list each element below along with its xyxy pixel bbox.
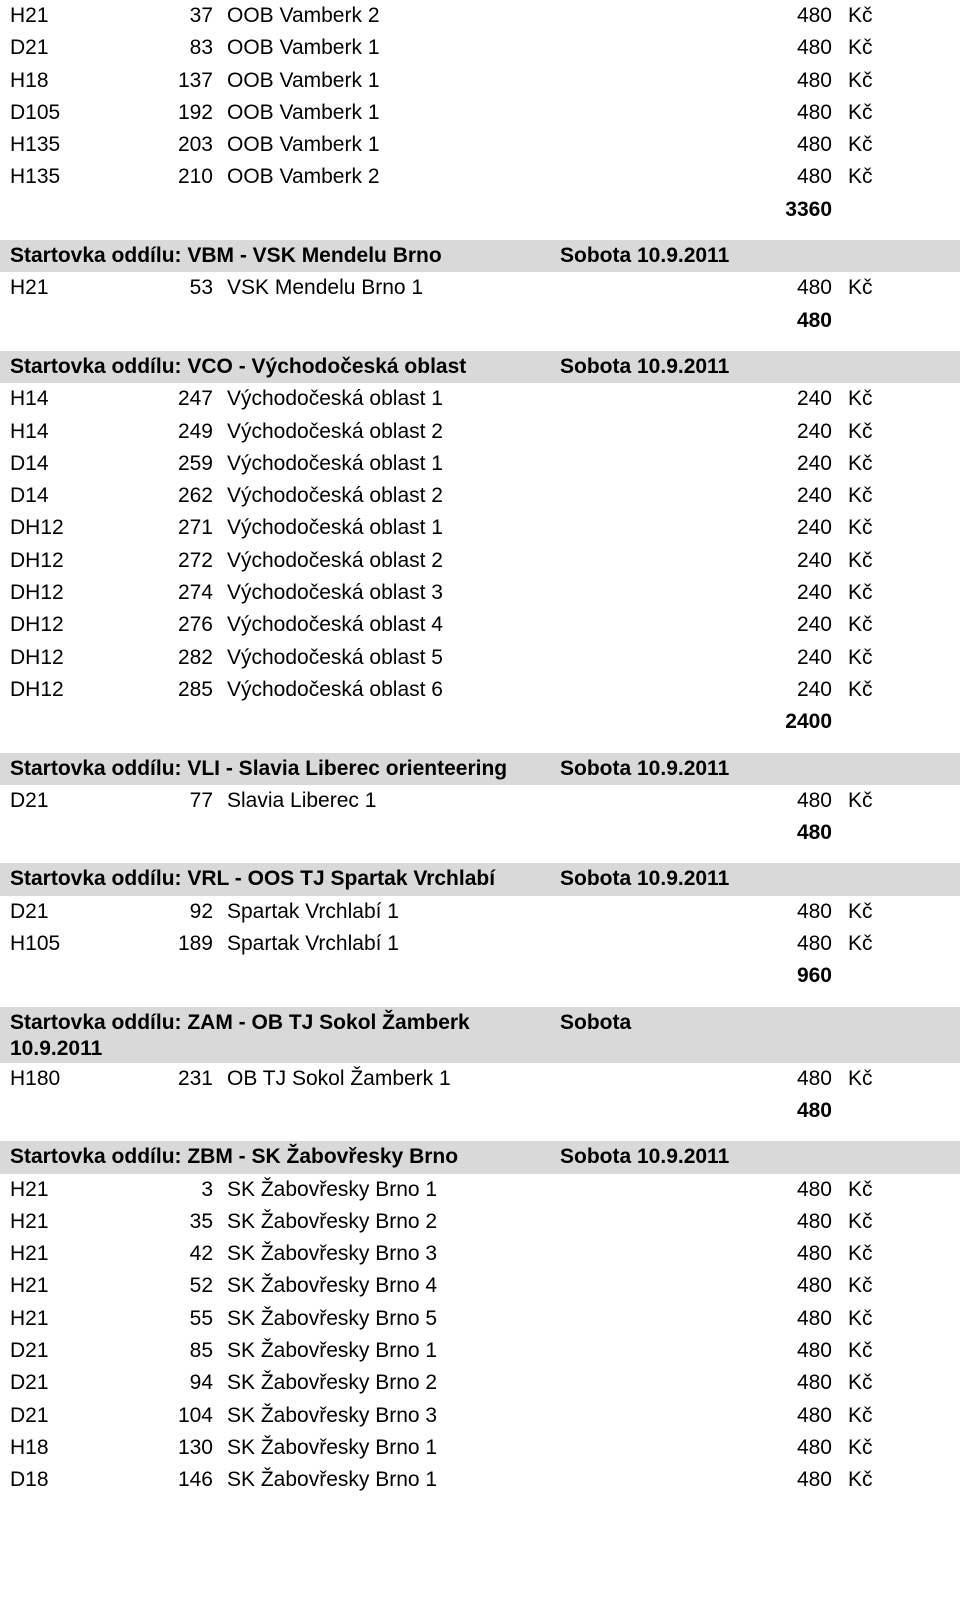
- currency-cell: Kč: [848, 451, 873, 475]
- section-date: Sobota 10.9.2011: [560, 244, 730, 268]
- category-cell: H135: [10, 165, 61, 189]
- section-header: [0, 1141, 960, 1173]
- team-cell: VSK Mendelu Brno 1: [227, 276, 424, 300]
- currency-cell: Kč: [848, 677, 873, 701]
- currency-cell: Kč: [848, 1371, 873, 1395]
- section-vbm: [0, 240, 960, 351]
- table-row: [0, 896, 960, 928]
- table-row: [0, 545, 960, 577]
- price-cell: 480: [796, 1242, 832, 1266]
- category-cell: H14: [10, 387, 49, 411]
- category-cell: D21: [10, 36, 49, 60]
- category-cell: D14: [10, 484, 49, 508]
- price-cell: 480: [796, 1274, 832, 1298]
- price-cell: 240: [796, 613, 832, 637]
- table-row: [0, 1432, 960, 1464]
- category-cell: DH12: [10, 677, 64, 701]
- price-cell: 240: [796, 484, 832, 508]
- team-cell: SK Žabovřesky Brno 2: [227, 1371, 438, 1395]
- price-cell: 240: [796, 548, 832, 572]
- start-number-cell: 231: [177, 1066, 213, 1090]
- price-cell: 480: [796, 100, 832, 124]
- category-cell: H21: [10, 1274, 49, 1298]
- team-cell: Východočeská oblast 2: [227, 419, 443, 443]
- start-number-cell: 276: [177, 613, 213, 637]
- team-cell: Východočeská oblast 1: [227, 451, 443, 475]
- table-row: [0, 1303, 960, 1335]
- table-row: [0, 1174, 960, 1206]
- section-total-row: [0, 706, 960, 738]
- start-number-cell: 35: [189, 1209, 213, 1233]
- section-date-line2: 10.9.2011: [10, 1036, 103, 1060]
- section-vco: [0, 351, 960, 753]
- price-cell: 240: [796, 581, 832, 605]
- section-total: 480: [796, 308, 832, 332]
- start-number-cell: 189: [177, 932, 213, 956]
- table-row: [0, 480, 960, 512]
- category-cell: D14: [10, 451, 49, 475]
- price-cell: 480: [796, 932, 832, 956]
- table-row: [0, 129, 960, 161]
- team-cell: OOB Vamberk 1: [227, 133, 380, 157]
- category-cell: H105: [10, 932, 61, 956]
- start-number-cell: 83: [189, 36, 213, 60]
- section-title: Startovka oddílu: ZAM - OB TJ Sokol Žamberk: [10, 1010, 470, 1034]
- table-row: [0, 609, 960, 641]
- section-header: [0, 240, 960, 272]
- currency-cell: Kč: [848, 516, 873, 540]
- team-cell: SK Žabovřesky Brno 1: [227, 1338, 438, 1362]
- category-cell: H18: [10, 1435, 49, 1459]
- table-row: [0, 577, 960, 609]
- table-row: [0, 1367, 960, 1399]
- price-cell: 480: [796, 133, 832, 157]
- start-number-cell: 104: [177, 1403, 213, 1427]
- section-zbm: [0, 1141, 960, 1496]
- table-row: [0, 416, 960, 448]
- price-cell: 480: [796, 1209, 832, 1233]
- price-cell: 480: [796, 68, 832, 92]
- section-total-row: [0, 305, 960, 337]
- category-cell: H135: [10, 133, 61, 157]
- start-number-cell: 3: [201, 1177, 213, 1201]
- currency-cell: Kč: [848, 100, 873, 124]
- start-number-cell: 262: [177, 484, 213, 508]
- price-cell: 480: [796, 276, 832, 300]
- team-cell: OOB Vamberk 2: [227, 4, 380, 27]
- start-number-cell: 37: [189, 4, 213, 27]
- section-total: 960: [796, 964, 832, 988]
- table-row: [0, 512, 960, 544]
- currency-cell: Kč: [848, 36, 873, 60]
- team-cell: OOB Vamberk 2: [227, 165, 380, 189]
- currency-cell: Kč: [848, 68, 873, 92]
- team-cell: SK Žabovřesky Brno 4: [227, 1274, 438, 1298]
- category-cell: D105: [10, 100, 61, 124]
- start-number-cell: 42: [189, 1242, 213, 1266]
- team-cell: Spartak Vrchlabí 1: [227, 899, 399, 923]
- table-row: [0, 785, 960, 817]
- category-cell: H18: [10, 68, 49, 92]
- currency-cell: Kč: [848, 1177, 873, 1201]
- start-number-cell: 52: [189, 1274, 213, 1298]
- category-cell: H21: [10, 1209, 49, 1233]
- category-cell: DH12: [10, 548, 64, 572]
- section-vrl: [0, 863, 960, 1006]
- category-cell: D21: [10, 1403, 49, 1427]
- table-row: [0, 65, 960, 97]
- start-number-cell: 92: [189, 899, 213, 923]
- price-cell: 240: [796, 387, 832, 411]
- start-number-cell: 272: [177, 548, 213, 572]
- team-cell: Východočeská oblast 6: [227, 677, 443, 701]
- currency-cell: Kč: [848, 581, 873, 605]
- team-cell: SK Žabovřesky Brno 1: [227, 1435, 438, 1459]
- section-title: Startovka oddílu: VRL - OOS TJ Spartak Vrchlabí: [10, 867, 496, 891]
- price-cell: 240: [796, 451, 832, 475]
- start-number-cell: 130: [177, 1435, 213, 1459]
- price-cell: 480: [796, 1177, 832, 1201]
- section-date: Sobota 10.9.2011: [560, 354, 730, 378]
- start-number-cell: 85: [189, 1338, 213, 1362]
- table-row: [0, 1335, 960, 1367]
- category-cell: D21: [10, 1338, 49, 1362]
- start-number-cell: 282: [177, 645, 213, 669]
- section-total-row: [0, 1095, 960, 1127]
- table-row: [0, 928, 960, 960]
- price-cell: 240: [796, 645, 832, 669]
- price-cell: 480: [796, 1468, 832, 1492]
- start-number-cell: 77: [189, 788, 213, 812]
- start-number-cell: 55: [189, 1306, 213, 1330]
- currency-cell: Kč: [848, 645, 873, 669]
- section-header: [0, 1007, 960, 1063]
- start-number-cell: 247: [177, 387, 213, 411]
- currency-cell: Kč: [848, 548, 873, 572]
- currency-cell: Kč: [848, 1242, 873, 1266]
- section-total-row: [0, 960, 960, 992]
- section-date: Sobota: [560, 1010, 632, 1034]
- team-cell: Východočeská oblast 1: [227, 387, 443, 411]
- currency-cell: Kč: [848, 1274, 873, 1298]
- team-cell: Východočeská oblast 1: [227, 516, 443, 540]
- price-cell: 240: [796, 516, 832, 540]
- table-row: [0, 383, 960, 415]
- currency-cell: Kč: [848, 133, 873, 157]
- currency-cell: Kč: [848, 1338, 873, 1362]
- section-header: [0, 351, 960, 383]
- start-number-cell: 210: [177, 165, 213, 189]
- currency-cell: Kč: [848, 932, 873, 956]
- category-cell: H21: [10, 1177, 49, 1201]
- table-row: [0, 642, 960, 674]
- currency-cell: Kč: [848, 899, 873, 923]
- table-row: [0, 97, 960, 129]
- table-row: [0, 1464, 960, 1496]
- team-cell: SK Žabovřesky Brno 5: [227, 1306, 438, 1330]
- currency-cell: Kč: [848, 276, 873, 300]
- currency-cell: Kč: [848, 613, 873, 637]
- team-cell: SK Žabovřesky Brno 2: [227, 1209, 438, 1233]
- category-cell: H21: [10, 4, 49, 27]
- team-cell: Východočeská oblast 3: [227, 581, 443, 605]
- category-cell: D18: [10, 1468, 49, 1492]
- currency-cell: Kč: [848, 1403, 873, 1427]
- start-number-cell: 285: [177, 677, 213, 701]
- team-cell: SK Žabovřesky Brno 3: [227, 1403, 438, 1427]
- category-cell: D21: [10, 788, 49, 812]
- currency-cell: Kč: [848, 1468, 873, 1492]
- price-cell: 480: [796, 1403, 832, 1427]
- price-cell: 480: [796, 899, 832, 923]
- category-cell: H14: [10, 419, 49, 443]
- start-number-cell: 137: [177, 68, 213, 92]
- table-row: [0, 1063, 960, 1095]
- section-date: Sobota 10.9.2011: [560, 1145, 730, 1169]
- team-cell: Slavia Liberec 1: [227, 788, 377, 812]
- section-vamberk-rows: [0, 0, 960, 240]
- price-cell: 480: [796, 1371, 832, 1395]
- category-cell: H21: [10, 1306, 49, 1330]
- start-number-cell: 94: [189, 1371, 213, 1395]
- category-cell: D21: [10, 1371, 49, 1395]
- category-cell: H21: [10, 276, 49, 300]
- price-cell: 480: [796, 1338, 832, 1362]
- price-cell: 480: [796, 4, 832, 27]
- team-cell: Spartak Vrchlabí 1: [227, 932, 399, 956]
- team-cell: OOB Vamberk 1: [227, 68, 380, 92]
- category-cell: H21: [10, 1242, 49, 1266]
- table-row: [0, 674, 960, 706]
- team-cell: SK Žabovřesky Brno 1: [227, 1177, 438, 1201]
- table-row: [0, 272, 960, 304]
- category-cell: D21: [10, 899, 49, 923]
- table-row: [0, 32, 960, 64]
- currency-cell: Kč: [848, 1066, 873, 1090]
- team-cell: SK Žabovřesky Brno 1: [227, 1468, 438, 1492]
- section-date: Sobota 10.9.2011: [560, 756, 730, 780]
- table-row: [0, 1270, 960, 1302]
- team-cell: Východočeská oblast 2: [227, 548, 443, 572]
- price-cell: 480: [796, 1306, 832, 1330]
- category-cell: DH12: [10, 645, 64, 669]
- table-row: [0, 0, 960, 32]
- team-cell: OB TJ Sokol Žamberk 1: [227, 1066, 451, 1090]
- section-total: 3360: [785, 197, 832, 221]
- currency-cell: Kč: [848, 4, 873, 27]
- team-cell: OOB Vamberk 1: [227, 100, 380, 124]
- team-cell: Východočeská oblast 4: [227, 613, 443, 637]
- price-cell: 480: [796, 1435, 832, 1459]
- start-number-cell: 203: [177, 133, 213, 157]
- team-cell: Východočeská oblast 2: [227, 484, 443, 508]
- currency-cell: Kč: [848, 1306, 873, 1330]
- category-cell: DH12: [10, 613, 64, 637]
- team-cell: SK Žabovřesky Brno 3: [227, 1242, 438, 1266]
- start-number-cell: 271: [177, 516, 213, 540]
- section-zam: [0, 1007, 960, 1142]
- currency-cell: Kč: [848, 484, 873, 508]
- start-number-cell: 249: [177, 419, 213, 443]
- category-cell: DH12: [10, 516, 64, 540]
- category-cell: H180: [10, 1066, 61, 1090]
- currency-cell: Kč: [848, 387, 873, 411]
- currency-cell: Kč: [848, 419, 873, 443]
- section-title: Startovka oddílu: ZBM - SK Žabovřesky Brno: [10, 1145, 459, 1169]
- section-total-row: [0, 817, 960, 849]
- section-title: Startovka oddílu: VBM - VSK Mendelu Brno: [10, 244, 442, 268]
- table-row: [0, 161, 960, 193]
- currency-cell: Kč: [848, 165, 873, 189]
- price-cell: 480: [796, 36, 832, 60]
- section-title: Startovka oddílu: VCO - Východočeská oblast: [10, 354, 467, 378]
- currency-cell: Kč: [848, 788, 873, 812]
- section-title: Startovka oddílu: VLI - Slavia Liberec orienteering: [10, 756, 508, 780]
- section-header: [0, 753, 960, 785]
- currency-cell: Kč: [848, 1209, 873, 1233]
- table-row: [0, 1206, 960, 1238]
- section-date: Sobota 10.9.2011: [560, 867, 730, 891]
- section-header: [0, 863, 960, 895]
- price-cell: 480: [796, 788, 832, 812]
- price-cell: 240: [796, 677, 832, 701]
- section-total: 2400: [785, 710, 832, 734]
- start-number-cell: 259: [177, 451, 213, 475]
- price-cell: 480: [796, 165, 832, 189]
- start-number-cell: 53: [189, 276, 213, 300]
- table-row: [0, 1238, 960, 1270]
- category-cell: DH12: [10, 581, 64, 605]
- start-number-cell: 274: [177, 581, 213, 605]
- table-row: [0, 1400, 960, 1432]
- team-cell: OOB Vamberk 1: [227, 36, 380, 60]
- start-number-cell: 192: [177, 100, 213, 124]
- table-row: [0, 448, 960, 480]
- section-total: 480: [796, 821, 832, 845]
- currency-cell: Kč: [848, 1435, 873, 1459]
- team-cell: Východočeská oblast 5: [227, 645, 443, 669]
- section-total: 480: [796, 1098, 832, 1122]
- price-cell: 240: [796, 419, 832, 443]
- start-number-cell: 146: [177, 1468, 213, 1492]
- section-total-row: [0, 194, 960, 226]
- price-cell: 480: [796, 1066, 832, 1090]
- section-vli: [0, 753, 960, 864]
